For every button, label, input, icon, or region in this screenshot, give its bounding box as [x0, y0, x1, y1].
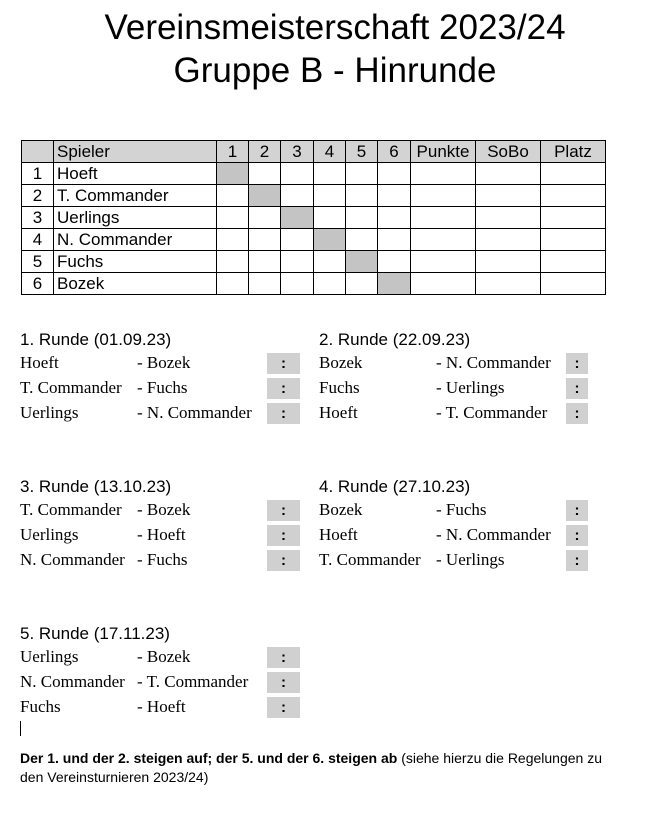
points-cell — [411, 163, 476, 185]
player-row — [22, 229, 606, 251]
home-player: N. Commander — [20, 550, 125, 569]
home-player: Uerlings — [20, 525, 79, 544]
result-cell — [249, 251, 281, 273]
result-cell — [281, 163, 314, 185]
rank-cell — [541, 229, 606, 251]
result-cell — [314, 207, 346, 229]
sobo-cell — [476, 163, 541, 185]
player-row — [22, 273, 606, 295]
pairing-row — [20, 401, 302, 426]
player-row — [22, 163, 606, 185]
score-field[interactable]: : — [566, 500, 588, 521]
result-cell — [249, 273, 281, 295]
pairing-row — [319, 523, 591, 548]
away-player: - N. Commander — [436, 353, 551, 372]
sobo-cell — [476, 251, 541, 273]
away-player: - T. Commander — [436, 403, 548, 422]
round-title: 4. Runde (27.10.23) — [319, 477, 471, 496]
score-field[interactable]: : — [566, 378, 588, 399]
score-field[interactable]: : — [267, 697, 300, 718]
result-cell — [281, 185, 314, 207]
away-player: - N. Commander — [137, 403, 252, 422]
home-player: Fuchs — [319, 378, 360, 397]
result-cell — [378, 251, 411, 273]
away-player: - Bozek — [137, 500, 191, 519]
note-normal: (siehe hierzu die Regelungen zu den Vereinsturnieren 2023/24) — [20, 750, 603, 785]
away-player: - Uerlings — [436, 550, 505, 569]
points-cell — [411, 251, 476, 273]
score-field[interactable]: : — [267, 647, 300, 668]
home-player: Hoeft — [319, 525, 358, 544]
result-cell — [378, 185, 411, 207]
score-field[interactable]: : — [267, 525, 300, 546]
pairing-row — [319, 401, 591, 426]
pairing-row — [20, 376, 302, 401]
away-player: - Fuchs — [137, 378, 188, 397]
round-title: 5. Runde (17.11.23) — [20, 624, 170, 643]
score-field[interactable]: : — [566, 403, 588, 424]
result-cell — [217, 273, 249, 295]
round-title: 2. Runde (22.09.23) — [319, 330, 471, 349]
away-player: - Bozek — [137, 353, 191, 372]
away-player: - Fuchs — [436, 500, 487, 519]
header-cell-rank: Platz — [541, 141, 606, 163]
score-field[interactable]: : — [566, 550, 588, 571]
home-player: Uerlings — [20, 403, 79, 422]
score-field[interactable]: : — [566, 353, 588, 374]
header-cell: 3 — [281, 141, 314, 163]
result-cell — [281, 273, 314, 295]
away-player: - Uerlings — [436, 378, 505, 397]
player-number: 4 — [22, 229, 54, 251]
result-cell — [281, 251, 314, 273]
self-cell — [217, 163, 249, 185]
result-cell — [378, 229, 411, 251]
result-cell — [314, 251, 346, 273]
result-cell — [217, 251, 249, 273]
header-cell: 2 — [249, 141, 281, 163]
points-cell — [411, 229, 476, 251]
rank-cell — [541, 273, 606, 295]
promotion-note — [20, 749, 620, 787]
away-player: - T. Commander — [137, 672, 249, 691]
header-cell: 5 — [346, 141, 378, 163]
pairing-row — [20, 548, 302, 573]
pairing-row — [319, 498, 591, 523]
header-cell — [22, 141, 54, 163]
home-player: Uerlings — [20, 647, 79, 666]
player-number: 1 — [22, 163, 54, 185]
result-cell — [314, 163, 346, 185]
rank-cell — [541, 163, 606, 185]
round-5 — [20, 623, 302, 720]
result-cell — [314, 273, 346, 295]
self-cell — [314, 229, 346, 251]
pairing-row — [319, 376, 591, 401]
home-player: Fuchs — [20, 697, 61, 716]
crosstable-header-row — [22, 141, 606, 163]
home-player: Bozek — [319, 353, 363, 372]
result-cell — [346, 273, 378, 295]
away-player: - Hoeft — [137, 525, 186, 544]
sobo-cell — [476, 207, 541, 229]
pairing-row — [20, 670, 302, 695]
header-cell: 6 — [378, 141, 411, 163]
home-player: Bozek — [319, 500, 363, 519]
result-cell — [346, 163, 378, 185]
header-cell: 1 — [217, 141, 249, 163]
result-cell — [249, 207, 281, 229]
result-cell — [378, 163, 411, 185]
player-number: 3 — [22, 207, 54, 229]
player-number: 6 — [22, 273, 54, 295]
player-number: 5 — [22, 251, 54, 273]
away-player: - Hoeft — [137, 697, 186, 716]
result-cell — [378, 207, 411, 229]
player-row — [22, 185, 606, 207]
home-player: T. Commander — [20, 500, 122, 519]
pairing-row — [319, 351, 591, 376]
rank-cell — [541, 185, 606, 207]
document-title: Vereinsmeisterschaft 2023/24 — [104, 8, 566, 47]
home-player: N. Commander — [20, 672, 125, 691]
points-cell — [411, 207, 476, 229]
score-field[interactable]: : — [267, 550, 300, 571]
home-player: T. Commander — [319, 550, 421, 569]
pairing-row — [20, 523, 302, 548]
round-3 — [20, 476, 302, 573]
round-1 — [20, 329, 302, 426]
player-name: T. Commander — [54, 185, 217, 207]
self-cell — [281, 207, 314, 229]
home-player: T. Commander — [20, 378, 122, 397]
home-player: Hoeft — [319, 403, 358, 422]
self-cell — [378, 273, 411, 295]
pairing-row — [319, 548, 591, 573]
player-name: Uerlings — [54, 207, 217, 229]
crosstable — [21, 140, 606, 295]
result-cell — [217, 229, 249, 251]
note-bold: Der 1. und der 2. steigen auf; der 5. und der 6. steigen ab — [20, 750, 398, 766]
pairing-row — [20, 695, 302, 720]
header-cell-player: Spieler — [54, 141, 217, 163]
score-field[interactable]: : — [267, 378, 300, 399]
result-cell — [217, 185, 249, 207]
score-field[interactable]: : — [267, 500, 300, 521]
result-cell — [346, 185, 378, 207]
score-field[interactable]: : — [267, 403, 300, 424]
points-cell — [411, 185, 476, 207]
sobo-cell — [476, 185, 541, 207]
self-cell — [249, 185, 281, 207]
round-title: 1. Runde (01.09.23) — [20, 330, 172, 349]
pairing-row — [20, 498, 302, 523]
points-cell — [411, 273, 476, 295]
self-cell — [346, 251, 378, 273]
result-cell — [346, 207, 378, 229]
pairing-row — [20, 645, 302, 670]
result-cell — [249, 163, 281, 185]
away-player: - Fuchs — [137, 550, 188, 569]
score-field[interactable]: : — [566, 525, 588, 546]
round-title: 3. Runde (13.10.23) — [20, 477, 172, 496]
round-2 — [319, 329, 591, 426]
score-field[interactable]: : — [267, 672, 300, 693]
header-cell-sobo: SoBo — [476, 141, 541, 163]
player-name: Fuchs — [54, 251, 217, 273]
player-row — [22, 251, 606, 273]
player-name: Bozek — [54, 273, 217, 295]
result-cell — [281, 229, 314, 251]
player-row — [22, 207, 606, 229]
sobo-cell — [476, 273, 541, 295]
result-cell — [346, 229, 378, 251]
document-subtitle: Gruppe B - Hinrunde — [173, 51, 497, 90]
header-cell-points: Punkte — [411, 141, 476, 163]
sobo-cell — [476, 229, 541, 251]
away-player: - Bozek — [137, 647, 191, 666]
text-cursor — [20, 721, 21, 736]
away-player: - N. Commander — [436, 525, 551, 544]
result-cell — [249, 229, 281, 251]
rank-cell — [541, 207, 606, 229]
player-name: Hoeft — [54, 163, 217, 185]
round-4 — [319, 476, 591, 573]
result-cell — [314, 185, 346, 207]
home-player: Hoeft — [20, 353, 59, 372]
player-name: N. Commander — [54, 229, 217, 251]
rank-cell — [541, 251, 606, 273]
header-cell: 4 — [314, 141, 346, 163]
player-number: 2 — [22, 185, 54, 207]
result-cell — [217, 207, 249, 229]
score-field[interactable]: : — [267, 353, 300, 374]
pairing-row — [20, 351, 302, 376]
